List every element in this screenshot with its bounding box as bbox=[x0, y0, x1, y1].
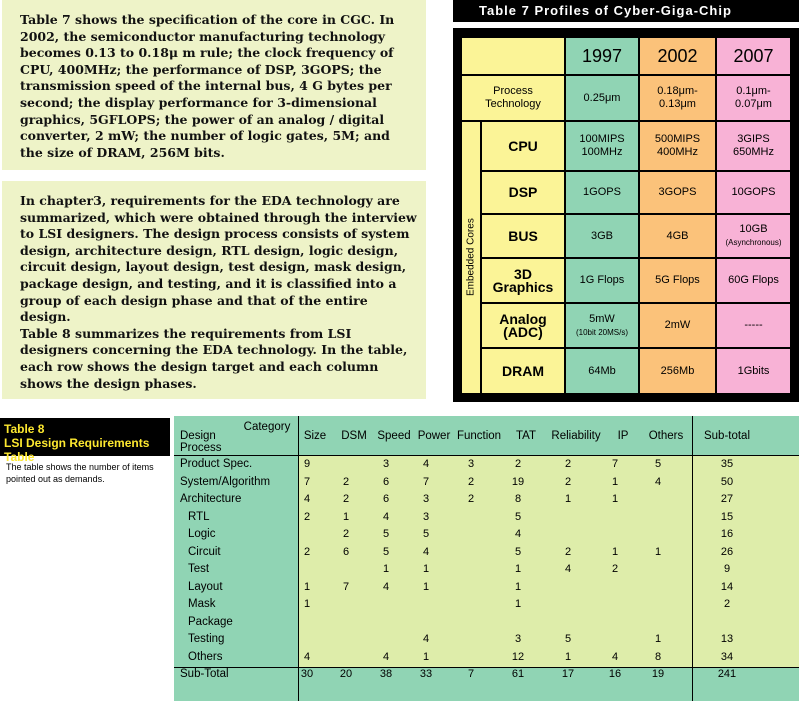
table8-cell bbox=[636, 614, 680, 632]
table8-cell bbox=[326, 631, 366, 649]
table8-cell bbox=[600, 509, 630, 527]
table8-cell bbox=[636, 596, 680, 614]
table8-cell: 5 bbox=[422, 528, 430, 540]
table8-cell bbox=[326, 614, 366, 632]
table7-cell: 3GB bbox=[565, 214, 639, 258]
table8-cell: 7 bbox=[467, 668, 475, 680]
table7-embedded-cores-label: Embedded Cores bbox=[461, 121, 481, 394]
table8-cell bbox=[326, 596, 366, 614]
table7-cell: 4GB bbox=[639, 214, 716, 258]
table8-cell: 1 bbox=[654, 633, 662, 645]
table8-cell: 3 bbox=[514, 633, 522, 645]
table8-cell: 1 bbox=[514, 580, 522, 593]
table8-cell: 38 bbox=[379, 668, 393, 680]
table8-cell: 4 bbox=[303, 493, 311, 505]
table7-cell: 256Mb bbox=[639, 348, 716, 394]
table7-cell-value: 10GB bbox=[739, 223, 768, 235]
table7-cell: 2mW bbox=[639, 303, 716, 348]
table8-cell: 15 bbox=[720, 510, 734, 523]
table8-cell: 241 bbox=[717, 668, 737, 680]
table8-cell: 2 bbox=[467, 493, 475, 505]
table8-row-label: Testing bbox=[188, 633, 225, 645]
table7-cell: 10GOPS bbox=[716, 171, 791, 214]
table7-cell: 1G Flops bbox=[565, 258, 639, 303]
table7-cell bbox=[565, 303, 639, 348]
table7-cell: 64Mb bbox=[565, 348, 639, 394]
table8-cell: 50 bbox=[720, 475, 734, 488]
table8-cell: 2 bbox=[342, 528, 350, 540]
table8-cell bbox=[366, 631, 406, 649]
table8-cell bbox=[446, 579, 496, 597]
table7-year-header: 2007 bbox=[716, 37, 791, 75]
table8-cell bbox=[600, 631, 630, 649]
table8-cell: 1 bbox=[422, 650, 430, 663]
table8-cell: 1 bbox=[611, 545, 619, 558]
table7-cell: 1GOPS bbox=[565, 171, 639, 214]
table8-column-header: IP bbox=[617, 430, 629, 442]
table8-row-label: Package bbox=[188, 615, 233, 628]
table7-title: Table 7 Profiles of Cyber-Giga-Chip bbox=[453, 0, 799, 22]
table8-cell bbox=[446, 544, 496, 562]
table8-cell: 14 bbox=[720, 580, 734, 593]
table8-row-label: Layout bbox=[188, 580, 223, 593]
table8-cell: 1 bbox=[564, 650, 572, 663]
table8-cell bbox=[366, 596, 406, 614]
table8-cell: 33 bbox=[419, 668, 433, 680]
table8-column-header: Reliability bbox=[551, 430, 601, 442]
table8-row-label: Architecture bbox=[180, 493, 242, 505]
table7-cell: 3GOPS bbox=[639, 171, 716, 214]
table8-cell bbox=[446, 509, 496, 527]
table8-cell: 1 bbox=[611, 493, 619, 505]
table8-cell: 9 bbox=[723, 563, 731, 575]
paragraph-eda-requirements: In chapter3, requirements for the EDA technology are summarized, which were obtained through the interview to LSI designers. The design process consists of system design, architecture design, RTL design, logic design, circuit design, layout design, test design, mask design, package design, and testing, and it is classified into a group of each design phase and that of the entire design. Table 8 summarizes the requirements from LSI designers concerning the EDA technology. In the table, each row shows the design target and each column shows the design phases. bbox=[2, 181, 426, 399]
table8-cell: 8 bbox=[514, 493, 522, 505]
table8-column-header: DSM bbox=[341, 430, 367, 442]
table8-cell: 4 bbox=[564, 563, 572, 575]
table8-cell bbox=[446, 596, 496, 614]
table8-cell: 6 bbox=[382, 475, 390, 488]
table8-cell: 5 bbox=[654, 458, 662, 470]
table8-cell bbox=[636, 491, 680, 509]
table8-cell: 1 bbox=[382, 563, 390, 575]
table8-cell: 4 bbox=[611, 650, 619, 663]
table8-cell: 2 bbox=[342, 475, 350, 488]
table8-cell: 4 bbox=[422, 633, 430, 645]
table8-cell bbox=[446, 614, 496, 632]
table8-cell: 4 bbox=[382, 510, 390, 523]
table7-cell: 100MIPS 100MHz bbox=[565, 121, 639, 171]
table7-cell: 5G Flops bbox=[639, 258, 716, 303]
table8-cell bbox=[600, 579, 630, 597]
table8-cell: 4 bbox=[422, 545, 430, 558]
table8-cell: 4 bbox=[654, 475, 662, 488]
table8-column-header: Others bbox=[648, 430, 684, 442]
table7-cell: 0.25μm bbox=[565, 75, 639, 121]
table8-cell bbox=[498, 614, 538, 632]
table8-cell: 13 bbox=[720, 633, 734, 645]
table7-cell: 3GIPS 650MHz bbox=[716, 121, 791, 171]
table8-cell bbox=[636, 561, 680, 579]
table8-cell: 5 bbox=[564, 633, 572, 645]
table8-cell: 5 bbox=[514, 545, 522, 558]
table8-cell bbox=[290, 614, 324, 632]
table8-row-label: Circuit bbox=[188, 545, 221, 558]
table8-cell bbox=[326, 456, 366, 474]
table8-cell: 17 bbox=[561, 668, 575, 680]
table8-cell: 1 bbox=[303, 598, 311, 610]
table7-row-label: 3D Graphics bbox=[481, 258, 565, 303]
table8-cell bbox=[290, 526, 324, 544]
table8-cell: 35 bbox=[720, 458, 734, 470]
table8-cell: 1 bbox=[514, 598, 522, 610]
table8-cell: 1 bbox=[342, 510, 350, 523]
paragraph-table7-description: Table 7 shows the specification of the core in CGC. In 2002, the semiconductor manufacturing technology becomes 0.13 to 0.18μ m rule; the clock frequency of CPU, 400MHz; the performance of DSP, 3GOPS; the transmission speed of the internal bus, 4 G bytes per second; the display performance for 3-dimensional graphics, 5GFLOPS; the power of an analog / digital converter, 2 mW; the number of logic gates, 5M; and the size of DRAM, 256M bits. bbox=[2, 0, 426, 170]
table8-cell bbox=[446, 631, 496, 649]
table8-cell: 1 bbox=[564, 493, 572, 505]
table8-column-header: Function bbox=[456, 430, 502, 442]
table7-cell: 0.1μm- 0.07μm bbox=[716, 75, 791, 121]
table7-row-label: Analog (ADC) bbox=[481, 303, 565, 348]
table8-cell: 2 bbox=[514, 458, 522, 470]
table8-cell bbox=[538, 509, 598, 527]
table7-cell: 60G Flops bbox=[716, 258, 791, 303]
table8-title: Table 8 LSI Design Requirements Table bbox=[0, 418, 170, 456]
table8-cell: 26 bbox=[720, 545, 734, 558]
table7-cell: 0.18μm- 0.13μm bbox=[639, 75, 716, 121]
table8-cell: 5 bbox=[382, 528, 390, 540]
table8-cell: 12 bbox=[511, 650, 525, 663]
table8-cell bbox=[538, 614, 598, 632]
table8-cell: 61 bbox=[511, 668, 525, 680]
table8-cell bbox=[290, 561, 324, 579]
table8-cell: 4 bbox=[422, 458, 430, 470]
table8-cell: 30 bbox=[300, 668, 314, 680]
table8-cell: 2 bbox=[723, 598, 731, 610]
table8-cell: 19 bbox=[651, 668, 665, 680]
table8-cell: 1 bbox=[654, 545, 662, 558]
table8-cell: 7 bbox=[303, 475, 311, 488]
table8-cell bbox=[636, 509, 680, 527]
table8-cell: 2 bbox=[467, 475, 475, 488]
table8-cell: 3 bbox=[467, 458, 475, 470]
table8-cell: 2 bbox=[611, 563, 619, 575]
table8-cell: 19 bbox=[511, 475, 525, 488]
table8-corner-category: Category bbox=[243, 421, 291, 433]
table8-cell bbox=[406, 614, 446, 632]
table8-row-label: Sub-Total bbox=[180, 668, 229, 680]
table7-cell-value: 5mW bbox=[589, 312, 615, 325]
table8-cell: 2 bbox=[342, 493, 350, 505]
table8-cell: 2 bbox=[303, 545, 311, 558]
table8-cell bbox=[538, 579, 598, 597]
table8 bbox=[174, 416, 799, 701]
table8-row-label: System/Algorithm bbox=[180, 475, 271, 488]
table7-cell bbox=[716, 214, 791, 258]
table7-row-label: DRAM bbox=[481, 348, 565, 394]
table7-cell: 1Gbits bbox=[716, 348, 791, 394]
table8-cell: 20 bbox=[339, 668, 353, 680]
table8-cell: 1 bbox=[422, 580, 430, 593]
table7-adc-note: (10bit 20MS/s) bbox=[575, 327, 629, 337]
table8-cell: 4 bbox=[514, 528, 522, 540]
table8-cell: 4 bbox=[382, 580, 390, 593]
table8-cell: 5 bbox=[514, 510, 522, 523]
table7-corner bbox=[461, 37, 565, 75]
table8-cell: 6 bbox=[342, 545, 350, 558]
table8-cell: 5 bbox=[382, 545, 390, 558]
table8-column-header: Power bbox=[417, 430, 451, 442]
table8-row-label: Product Spec. bbox=[180, 458, 253, 470]
table8-cell: 7 bbox=[342, 580, 350, 593]
table8-cell bbox=[538, 526, 598, 544]
table8-row-label: Logic bbox=[188, 528, 216, 540]
table8-cell: 2 bbox=[564, 475, 572, 488]
table7-year-header: 2002 bbox=[639, 37, 716, 75]
table8-cell: 16 bbox=[720, 528, 734, 540]
table8-cell bbox=[326, 561, 366, 579]
table8-cell: 34 bbox=[720, 650, 734, 663]
table7-row-label: CPU bbox=[481, 121, 565, 171]
table8-row-label: Test bbox=[188, 563, 210, 575]
table8-cell bbox=[326, 649, 366, 667]
table8-column-header: Size bbox=[303, 430, 327, 442]
table8-cell: 9 bbox=[303, 458, 311, 470]
table7-bus-note: (Asynchronous) bbox=[725, 238, 782, 247]
table8-corner-process: Design Process bbox=[180, 430, 222, 454]
table8-cell: 4 bbox=[303, 650, 311, 663]
table8-cell bbox=[693, 614, 761, 632]
table8-cell: 1 bbox=[514, 563, 522, 575]
table8-cell bbox=[636, 579, 680, 597]
table7-row-label: BUS bbox=[481, 214, 565, 258]
table8-cell: 2 bbox=[303, 510, 311, 523]
table8-cell: 27 bbox=[720, 493, 734, 505]
table8-cell: 4 bbox=[382, 650, 390, 663]
table8-cell: 7 bbox=[611, 458, 619, 470]
table8-cell: 2 bbox=[564, 545, 572, 558]
table7-cell: 500MIPS 400MHz bbox=[639, 121, 716, 171]
table7-cell: ----- bbox=[716, 303, 791, 348]
table8-cell bbox=[446, 649, 496, 667]
table8-column-header: Sub-total bbox=[703, 430, 751, 442]
table8-cell bbox=[636, 526, 680, 544]
table8-cell: 2 bbox=[564, 458, 572, 470]
table8-cell bbox=[290, 631, 324, 649]
table8-cell: 1 bbox=[303, 580, 311, 593]
table8-note: The table shows the number of items pointed out as demands. bbox=[6, 462, 154, 484]
table8-cell: 1 bbox=[611, 475, 619, 488]
table8-cell bbox=[600, 614, 630, 632]
table8-row-label: RTL bbox=[188, 510, 210, 523]
table8-cell: 8 bbox=[654, 650, 662, 663]
table8-cell bbox=[600, 596, 630, 614]
table8-cell: 3 bbox=[382, 458, 390, 470]
table8-cell bbox=[600, 526, 630, 544]
table8-column-header: Speed bbox=[377, 430, 411, 442]
table8-cell bbox=[406, 596, 446, 614]
table8-cell: 1 bbox=[422, 563, 430, 575]
table7-row-label: Process Technology bbox=[461, 75, 565, 121]
table8-row-label: Others bbox=[188, 650, 223, 663]
table8-column-header: TAT bbox=[515, 430, 536, 442]
table8-cell bbox=[538, 596, 598, 614]
table8-cell: 16 bbox=[608, 668, 622, 680]
table7-year-header: 1997 bbox=[565, 37, 639, 75]
table8-cell: 3 bbox=[422, 510, 430, 523]
table8-row-label: Mask bbox=[188, 598, 216, 610]
table8-cell: 3 bbox=[422, 493, 430, 505]
table7-row-label: DSP bbox=[481, 171, 565, 214]
table8-cell bbox=[446, 561, 496, 579]
table8-cell: 7 bbox=[422, 475, 430, 488]
table8-cell bbox=[366, 614, 406, 632]
table8-cell: 6 bbox=[382, 493, 390, 505]
table8-cell bbox=[446, 526, 496, 544]
